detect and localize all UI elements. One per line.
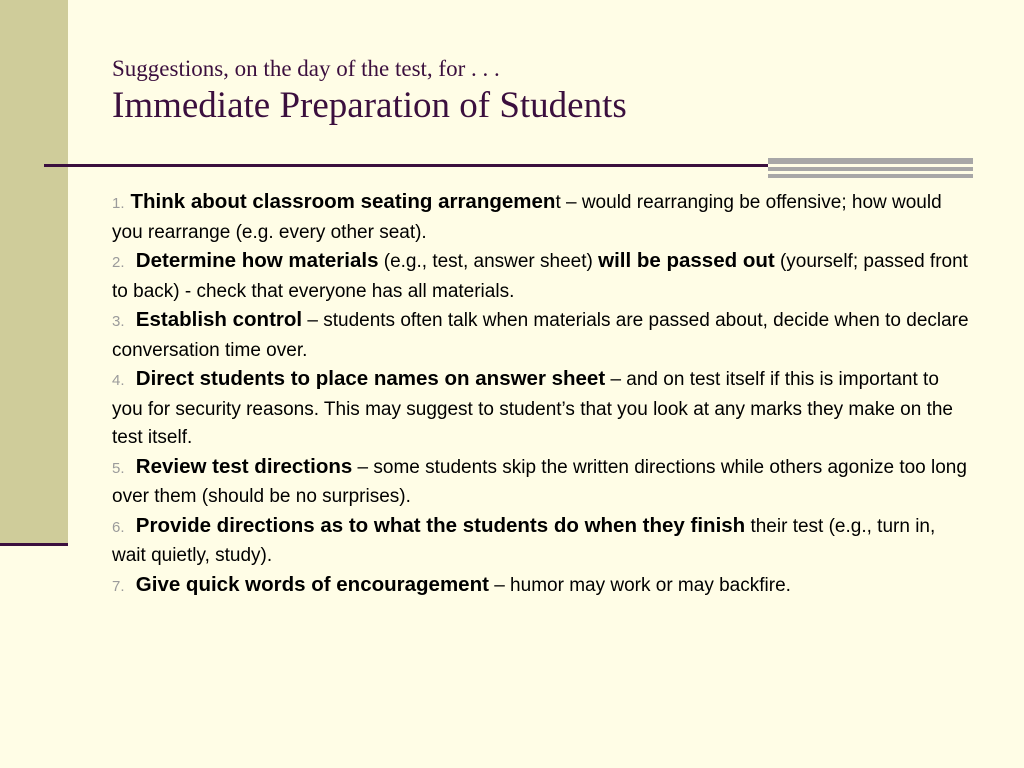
item-text: (yourself; passed front to back) - check that everyone has all materials. bbox=[112, 251, 968, 302]
item-text: – and on test itself if this is important to you for security reasons. This may suggest to student’s that you look at any marks they make on the test itself. bbox=[112, 369, 954, 448]
left-decor-bar bbox=[0, 0, 68, 545]
title-block bbox=[112, 54, 992, 128]
item-heading: Establish control bbox=[135, 308, 303, 331]
item-text: their test (e.g., turn in, wait quietly, study). bbox=[112, 515, 936, 566]
item-number: 7. bbox=[112, 577, 125, 595]
item-text: – some students skip the written directions while others agonize too long over them (should be no surprises). bbox=[112, 456, 967, 507]
item-heading: Review test directions bbox=[135, 454, 353, 478]
divider-accent bbox=[768, 158, 973, 164]
divider-accent bbox=[768, 174, 973, 178]
left-bar-underline bbox=[0, 543, 68, 546]
item-text: – students often talk when materials are passed about, decide when to declare conversation time over. bbox=[112, 310, 969, 361]
list-item bbox=[112, 306, 972, 365]
list-item bbox=[112, 512, 972, 571]
slide-subtitle: Suggestions, on the day of the test, for . . . bbox=[112, 56, 500, 81]
item-text: t – would rearranging be offensive; how would you rearrange (e.g. every other seat). bbox=[112, 192, 942, 243]
item-emphasis: will be passed out bbox=[598, 249, 775, 272]
item-heading: Provide directions as to what the students do when they finish bbox=[135, 513, 746, 537]
item-heading: Think about classroom seating arrangemen bbox=[130, 190, 556, 213]
item-heading: Give quick words of encouragement bbox=[135, 572, 489, 596]
item-heading: Determine how materials bbox=[135, 249, 379, 272]
list-item bbox=[112, 571, 972, 602]
divider-accent bbox=[768, 167, 973, 171]
item-number: 3. bbox=[112, 313, 125, 330]
item-text: (e.g., test, answer sheet) bbox=[378, 251, 599, 272]
item-number: 1. bbox=[112, 195, 125, 212]
list-item bbox=[112, 247, 972, 306]
suggestion-list bbox=[112, 188, 972, 601]
item-heading: Direct students to place names on answer sheet bbox=[135, 367, 606, 390]
item-number: 5. bbox=[112, 459, 125, 477]
list-item bbox=[112, 453, 972, 512]
item-number: 4. bbox=[112, 372, 125, 389]
title-divider bbox=[44, 164, 768, 167]
item-number: 6. bbox=[112, 518, 125, 536]
item-text: – humor may work or may backfire. bbox=[488, 574, 791, 596]
list-item bbox=[112, 188, 972, 247]
slide-title: Immediate Preparation of Students bbox=[112, 85, 627, 126]
item-number: 2. bbox=[112, 254, 125, 271]
list-item bbox=[112, 365, 972, 453]
